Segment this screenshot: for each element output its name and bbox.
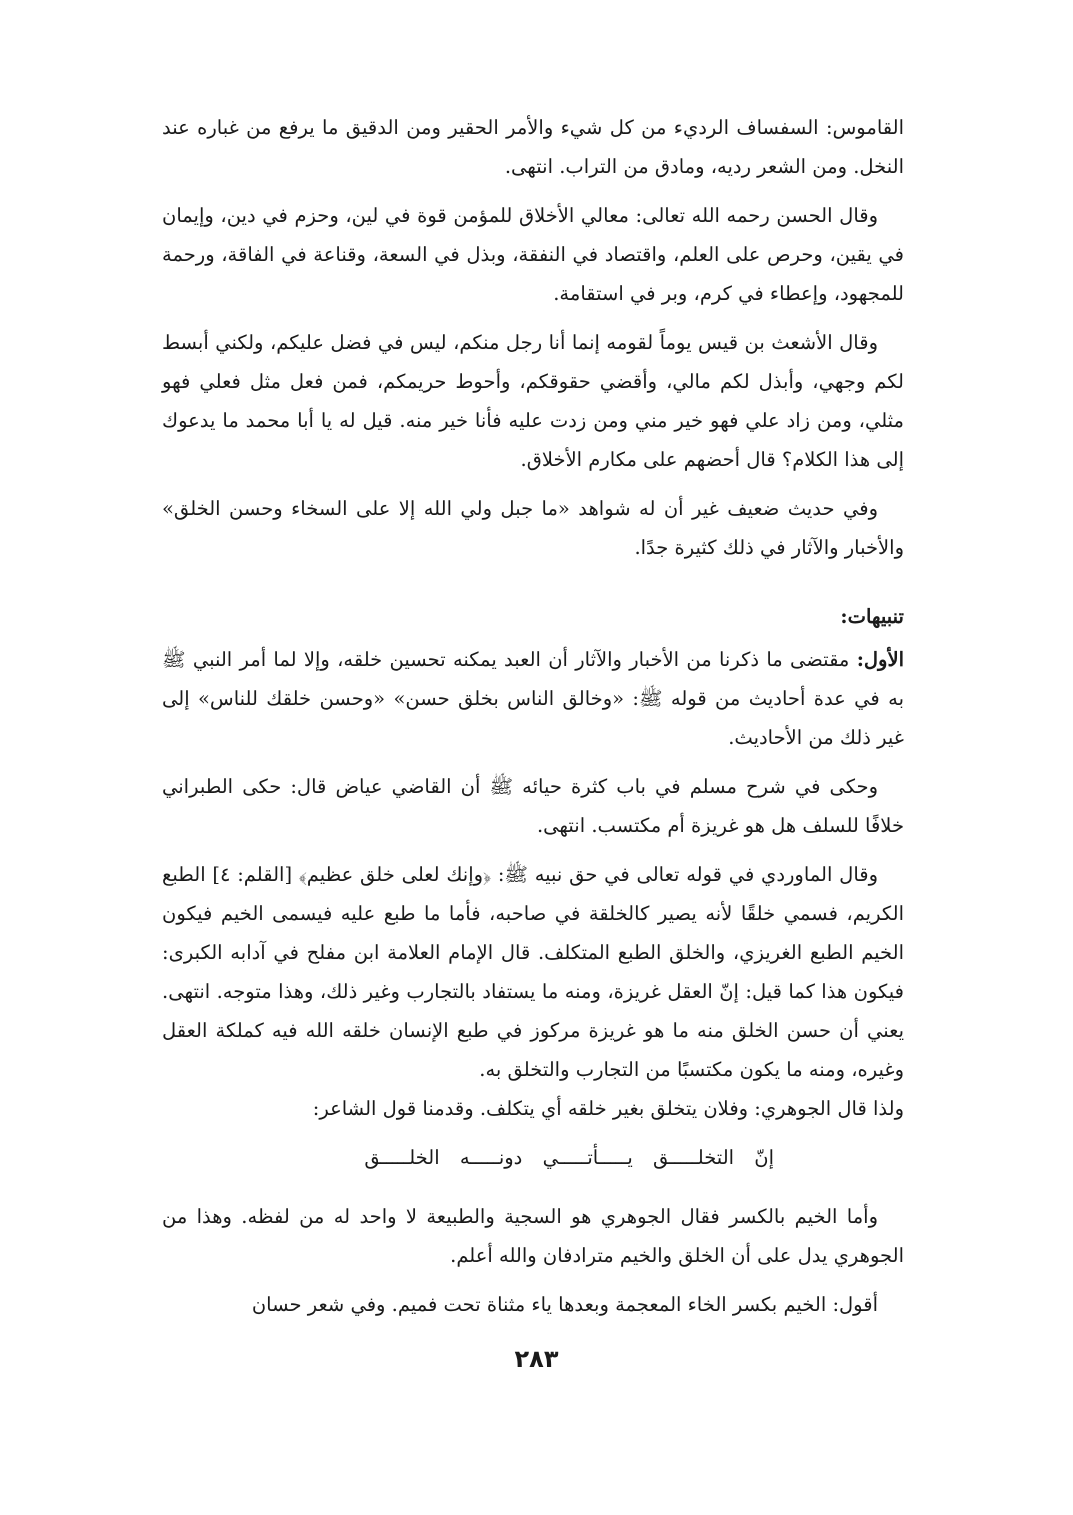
first-note-lead: الأول:: [856, 648, 905, 671]
paragraph-khaym: وأما الخيم بالكسر فقال الجوهري هو السجية والطبيعة لا واحد له من لفظه. وهذا من الجوهري يدل على أن الخلق والخيم مترادفان والله أعلم.: [162, 1205, 904, 1267]
paragraph-ashath: وقال الأشعث بن قيس يوماً لقومه إنما أنا رجل منكم، ليس في فضل عليكم، ولكني أبسط لكم وجهي، وأبذل لكم مالي، وأقضي حقوقكم، وأحوط حريمكم، فمن فعل مثل فعلي فهو مثلي، ومن زاد علي فهو خير مني ومن زدت عليه فأنا خير منه. قيل له يا أبا محمد ما يدعوك إلى هذا الكلام؟ قال أحضهم على مكارم الأخلاق.: [162, 331, 904, 471]
page-body: [162, 108, 904, 1334]
first-note-text: مقتضى ما ذكرنا من الأخبار والآثار أن العبد يمكنه تحسين خلقه، وإلا لما أمر النبي ﷺ به في عدة أحاديث من قوله ﷺ: «وخالق الناس بخلق حسن» «وحسن خلقك للناس» إلى غير ذلك من الأحاديث.: [162, 648, 904, 749]
page-number: ٢٨٣: [514, 1345, 559, 1373]
paragraph-hadith: وفي حديث ضعيف غير أن له شواهد «ما جبل ولي الله إلا على السخاء وحسن الخلق» والأخبار والآثار في ذلك كثيرة جدًا.: [162, 497, 904, 559]
poetry-verse: إنّ التخلـــــق يـــــأتـــــي دونـــــه الخلـــــق: [364, 1146, 774, 1169]
section-heading: تنبيهات:: [840, 605, 904, 628]
paragraph-aqul: أقول: الخيم بكسر الخاء المعجمة وبعدها ياء مثناة تحت فميم. وفي شعر حسان: [251, 1293, 878, 1316]
paragraph-hasan: وقال الحسن رحمه الله تعالى: معالي الأخلاق للمؤمن قوة في لين، وحزم في دين، وإيمان في يقين، وحرص على العلم، واقتصاد في النفقة، وبذل في السعة، وقناعة في الفاقة، ورحمة للمجهود، وإعطاء في كرم، وبر في استقامة.: [162, 204, 904, 305]
paragraph-qamus: القاموس: السفساف الرديء من كل شيء والأمر الحقير ومن الدقيق ما يرفع من غباره عند النخل. ومن الشعر رديه، ومادق من التراب. انتهى.: [162, 116, 904, 178]
paragraph-muslim: وحكى في شرح مسلم في باب كثرة حيائه ﷺ أن القاضي عياض قال: حكى الطبراني خلافًا للسلف هل هو غريزة أم مكتسب. انتهى.: [162, 775, 904, 837]
paragraph-mawardi: وقال الماوردي في قوله تعالى في حق نبيه ﷺ: ﴿وإنك لعلى خلق عظيم﴾ [القلم: ٤] الطبع الكريم، فسمي خلقًا لأنه يصير كالخلقة في صاحبه، فأما ما طبع عليه فيسمى الخيم فيكون الخيم الطبع الغريزي، والخلق الطبع المتكلف. قال الإمام العلامة ابن مفلح في آدابه الكبرى: فيكون هذا كما قيل: إنّ العقل غريزة، ومنه ما يستفاد بالتجارب وغير ذلك، وهذا متوجه. انتهى. يعني أن حسن الخلق منه ما هو غريزة مركوز في طبع الإنسان خلقه الله فيه كملكة العقل وغيره، ومنه ما يكون مكتسبًا من التجارب والتخلق به.: [162, 863, 904, 1081]
paragraph-jawhari: ولذا قال الجوهري: وفلان يتخلق بغير خلقه أي يتكلف. وقدمنا قول الشاعر:: [312, 1097, 904, 1120]
paragraph-first-note: [162, 640, 904, 757]
